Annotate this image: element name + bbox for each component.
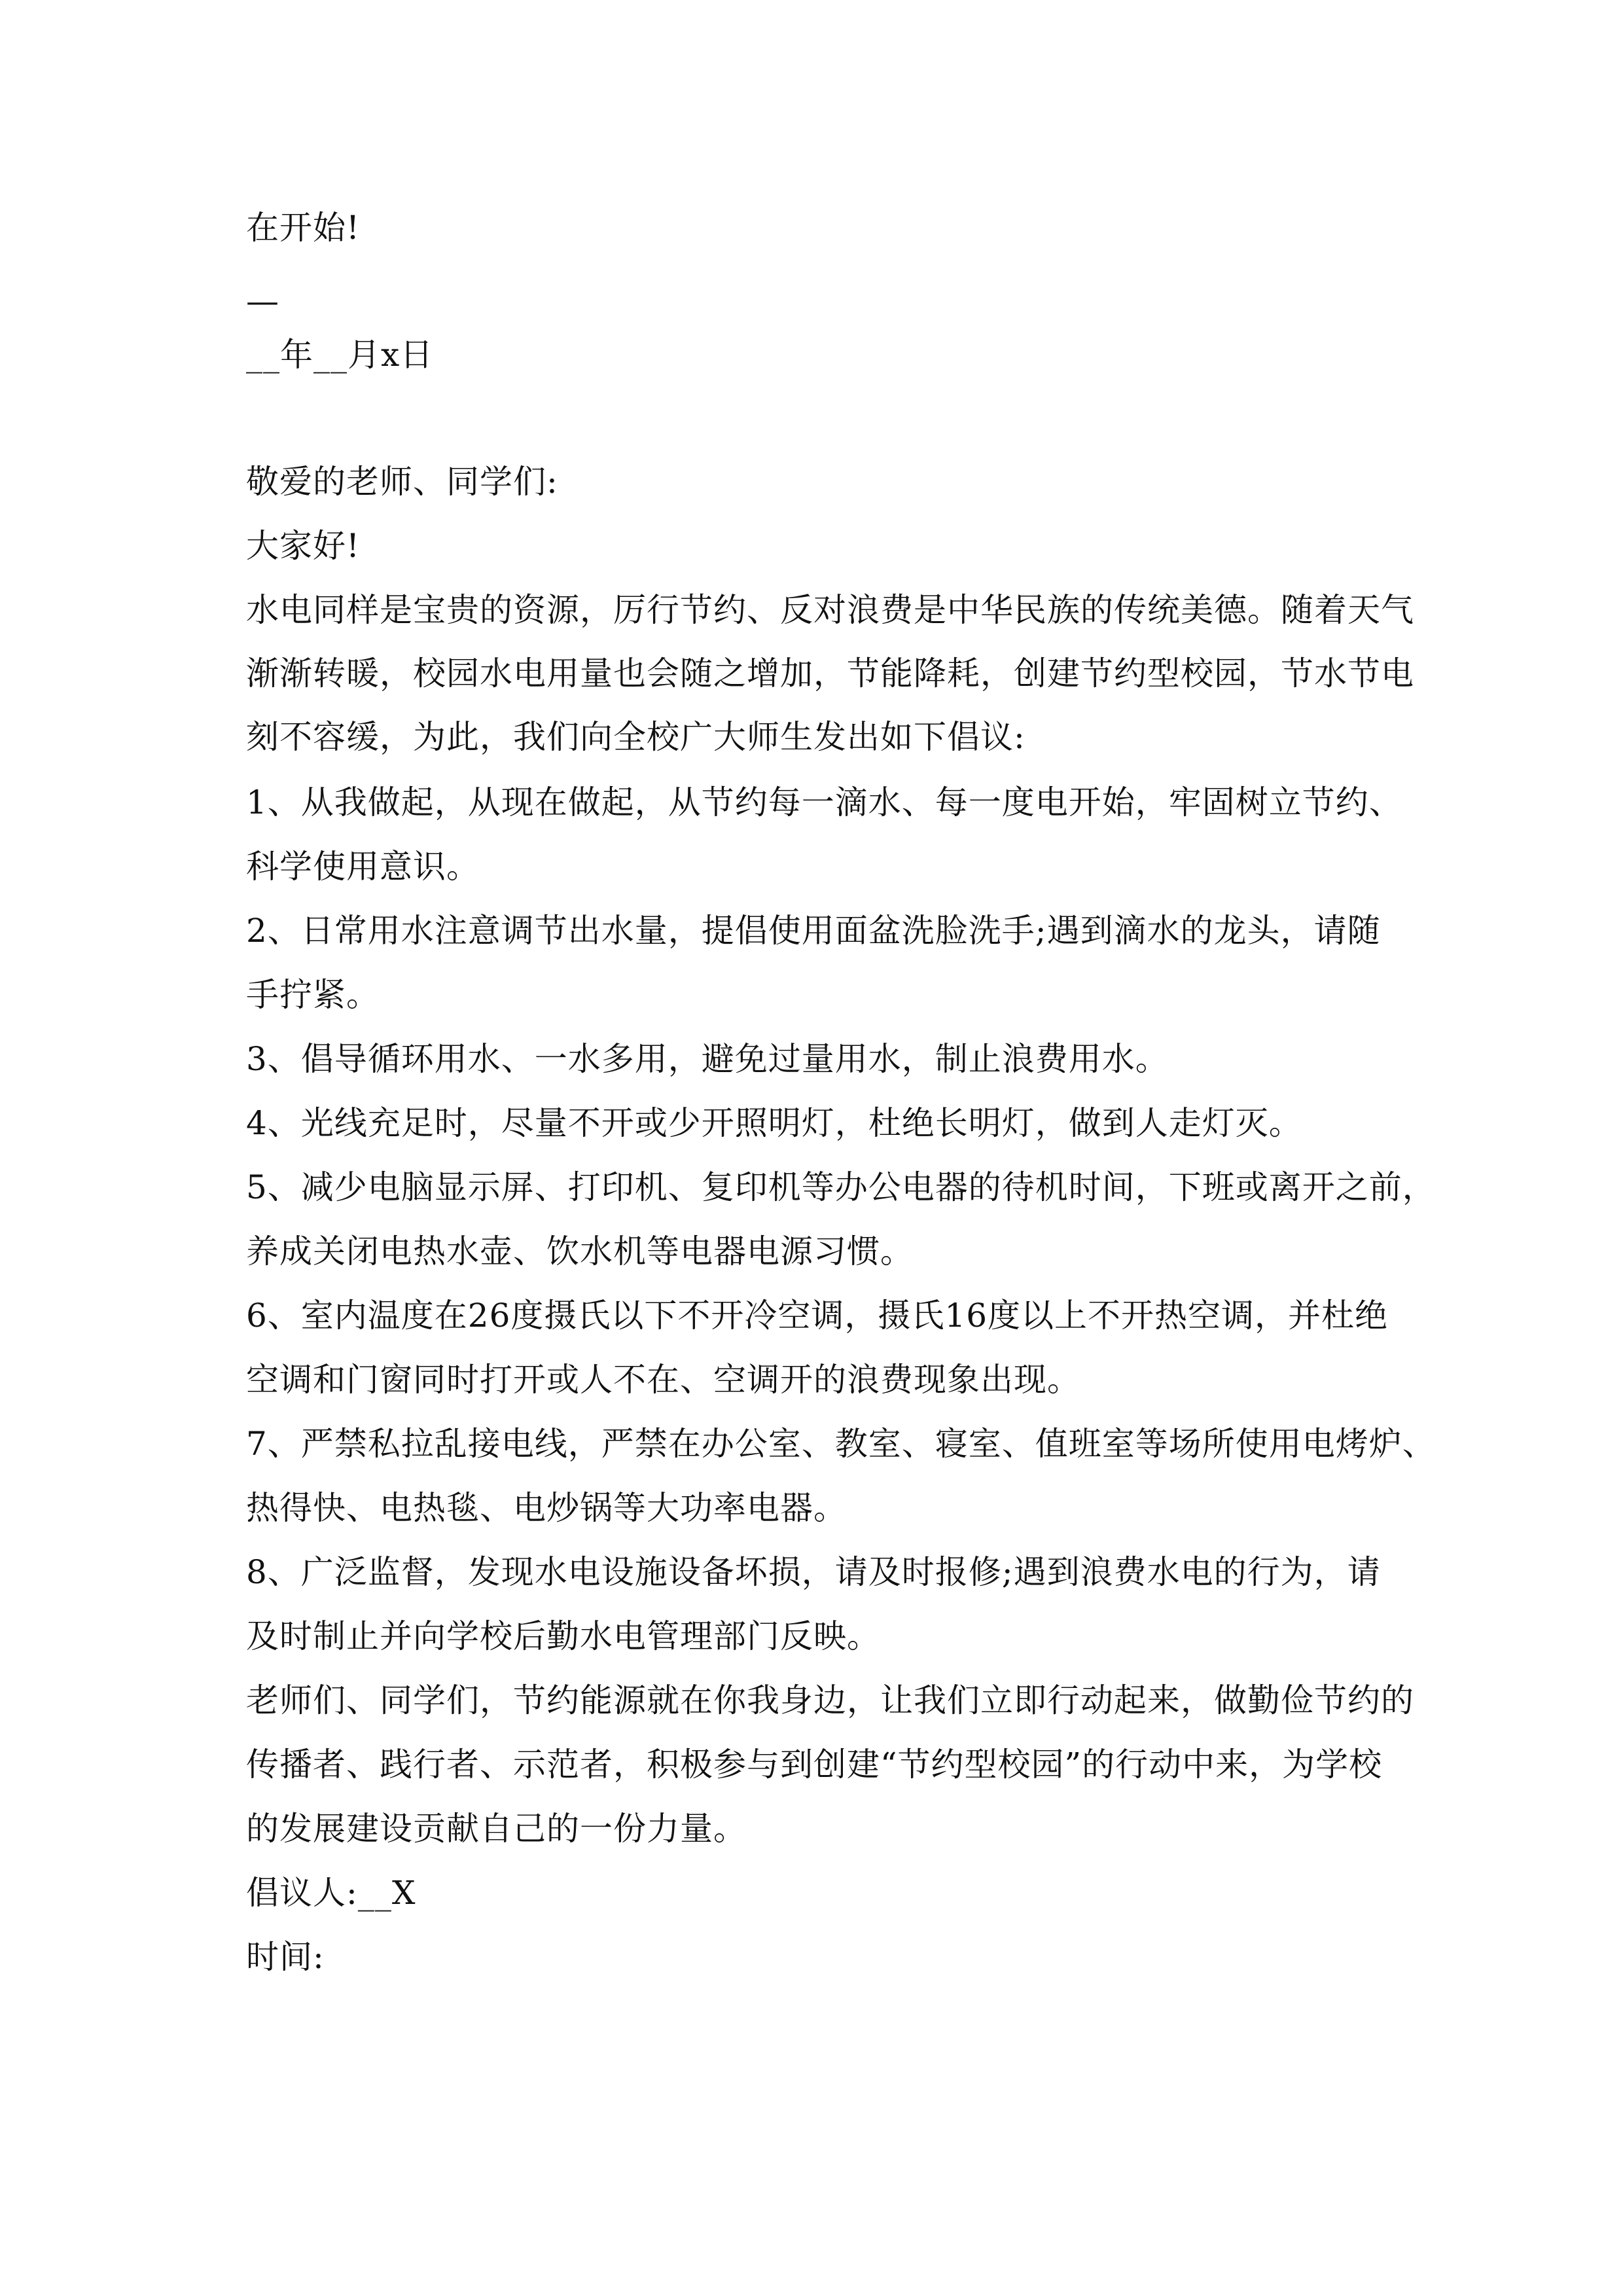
conclusion-line: 传播者、践行者、示范者，积极参与到创建“节约型校园”的行动中来，为学校	[246, 1746, 1383, 1784]
item-7-line: 7、严禁私拉乱接电线，严禁在办公室、教室、寝室、值班室等场所使用电烤炉、	[246, 1425, 1436, 1463]
item-4-line: 4、光线充足时，尽量不开或少开照明灯，杜绝长明灯，做到人走灯灭。	[246, 1104, 1302, 1142]
item-5-line: 养成关闭电热水壶、饮水机等电器电源习惯。	[246, 1232, 914, 1270]
date-line: __年__月x日	[246, 336, 434, 374]
greeting: 大家好!	[246, 527, 361, 565]
time-label: 时间:	[246, 1938, 325, 1976]
item-2-line: 2、日常用水注意调节出水量，提倡使用面盆洗脸洗手;遇到滴水的龙头，请随	[246, 912, 1381, 950]
item-8-line: 8、广泛监督，发现水电设施设备坏损，请及时报修;遇到浪费水电的行为，请	[246, 1553, 1381, 1591]
closing-fragment: 在开始!	[246, 209, 361, 247]
proposer: 倡议人:__X	[246, 1874, 416, 1912]
intro-line: 刻不容缓，为此，我们向全校广大师生发出如下倡议:	[246, 718, 1026, 756]
item-3-line: 3、倡导循环用水、一水多用，避免过量用水，制止浪费用水。	[246, 1040, 1169, 1078]
item-5-line: 5、减少电脑显示屏、打印机、复印机等办公电器的待机时间，下班或离开之前，	[246, 1168, 1436, 1206]
conclusion-line: 老师们、同学们，节约能源就在你我身边，让我们立即行动起来，做勤俭节约的	[246, 1681, 1414, 1719]
salutation: 敬爱的老师、同学们:	[246, 463, 558, 501]
conclusion-line: 的发展建设贡献自己的一份力量。	[246, 1810, 747, 1848]
item-1-line: 1、从我做起，从现在做起，从节约每一滴水、每一度电开始，牢固树立节约、	[246, 783, 1402, 821]
item-7-line: 热得快、电热毯、电炒锅等大功率电器。	[246, 1489, 847, 1527]
item-2-line: 手拧紧。	[246, 976, 380, 1014]
item-1-line: 科学使用意识。	[246, 848, 480, 886]
intro-line: 水电同样是宝贵的资源，厉行节约、反对浪费是中华民族的传统美德。随着天气	[246, 591, 1414, 629]
item-6-line: 空调和门窗同时打开或人不在、空调开的浪费现象出现。	[246, 1361, 1080, 1399]
item-6-line: 6、室内温度在26度摄氏以下不开冷空调，摄氏16度以上不开热空调，并杜绝	[246, 1297, 1389, 1335]
dash-line: —	[246, 282, 279, 320]
intro-line: 渐渐转暖，校园水电用量也会随之增加，节能降耗，创建节约型校园，节水节电	[246, 655, 1414, 692]
item-8-line: 及时制止并向学校后勤水电管理部门反映。	[246, 1617, 880, 1655]
